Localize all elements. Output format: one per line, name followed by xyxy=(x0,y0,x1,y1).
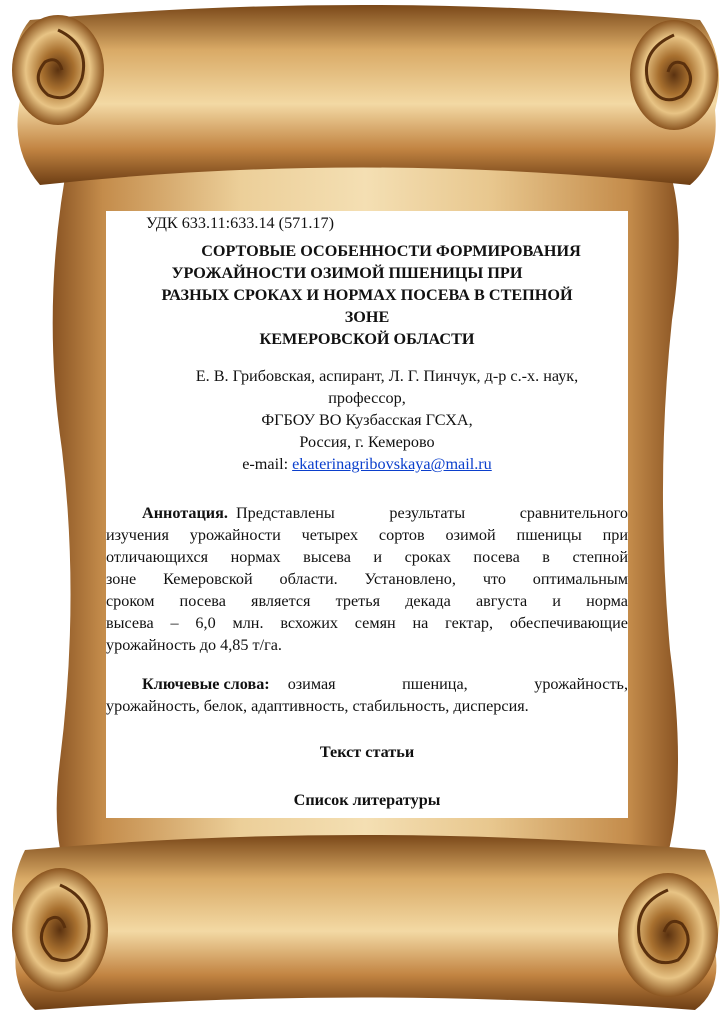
annotation-line: изучения урожайности четырех сортов озимой пшеницы при xyxy=(106,526,628,544)
text-heading: Текст статьи xyxy=(319,743,415,761)
authors-line: Е. В. Грибовская, аспирант, Л. Г. Пинчук, д-р с.-х. наук, xyxy=(195,367,579,385)
annotation-line: высева – 6,0 млн. всхожих семян на гектар, обеспечивающие xyxy=(106,614,628,632)
title-line: РАЗНЫХ СРОКАХ И НОРМАХ ПОСЕВА В СТЕПНОЙ xyxy=(161,286,573,304)
annotation-text: Представлены результаты сравнительного xyxy=(235,504,628,522)
annotation-line: сроком посева является третья декада августа и норма xyxy=(106,592,628,610)
annotation-line: зоне Кемеровской области. Установлено, что оптимальным xyxy=(106,570,628,588)
email-link[interactable]: ekaterinagribovskaya@mail.ru xyxy=(292,455,492,473)
keywords-text: озимая пшеница, урожайность, xyxy=(287,675,628,693)
annotation-label: Аннотация. xyxy=(142,504,228,522)
keywords-label: Ключевые слова: xyxy=(142,675,270,693)
annotation-line: отличающихся нормах высева и сроках посева в степной xyxy=(106,548,628,566)
annotation-block xyxy=(106,502,628,656)
title-line: УРОЖАЙНОСТИ ОЗИМОЙ ПШЕНИЦЫ ПРИ xyxy=(171,264,523,282)
annotation-line xyxy=(106,502,628,524)
email-label: e-mail: xyxy=(242,455,293,473)
keywords-line xyxy=(106,673,628,695)
annotation-line: урожайность до 4,85 т/га. xyxy=(106,636,282,654)
authors-line: профессор, xyxy=(328,389,406,407)
udk-code: УДК 633.11:633.14 (571.17) xyxy=(146,214,334,232)
authors-block xyxy=(106,365,628,475)
title-line: СОРТОВЫЕ ОСОБЕННОСТИ ФОРМИРОВАНИЯ xyxy=(201,242,581,260)
title-line: ЗОНЕ xyxy=(344,308,390,326)
references-heading: Список литературы xyxy=(293,791,441,809)
location: Россия, г. Кемерово xyxy=(299,433,435,451)
article-title xyxy=(106,240,628,350)
keywords-block xyxy=(106,673,628,717)
title-line: КЕМЕРОВСКОЙ ОБЛАСТИ xyxy=(259,330,475,348)
keywords-line: урожайность, белок, адаптивность, стабильность, дисперсия. xyxy=(106,697,529,715)
email-line xyxy=(106,453,628,475)
article-page xyxy=(106,211,628,818)
affiliation: ФГБОУ ВО Кузбасская ГСХА, xyxy=(261,411,473,429)
